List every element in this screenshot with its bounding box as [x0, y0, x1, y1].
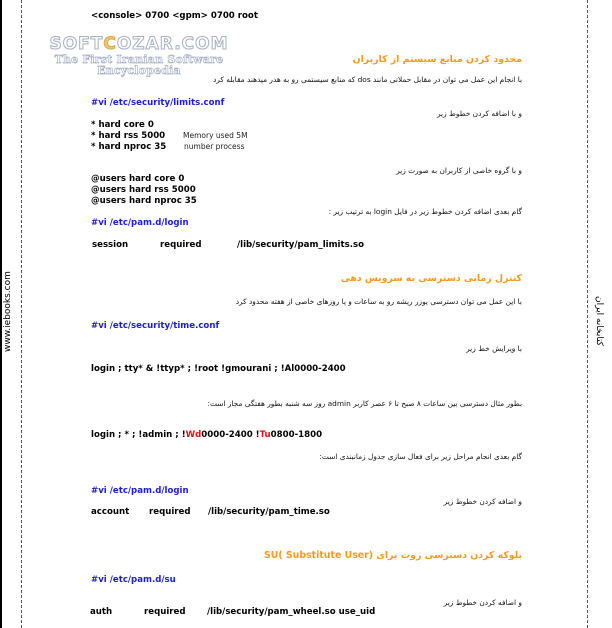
group-limit-2: @users hard rss 5000 [91, 185, 196, 195]
account-col3: /lib/security/pam_time.so [208, 507, 330, 517]
limit-note-2: Memory used 5M [183, 131, 248, 140]
weekday-flag: Wd [185, 430, 202, 440]
add-lines-label-3: و اضافه کردن خطوط زیر [443, 598, 522, 607]
add-lines-label-2: و اضافه کردن خطوط زیر [443, 497, 522, 506]
page-edge [0, 0, 2, 628]
section3-heading-latin: SU( Substitute User [264, 550, 369, 561]
limit-note-3: number process [184, 142, 245, 151]
group-limit-3: @users hard nproc 35 [91, 196, 197, 206]
auth-col1: auth [90, 607, 113, 617]
session-col3: /lib/security/pam_limits.so [237, 240, 365, 250]
add-lines-label: و با اضافه کردن خطوط زیر [436, 109, 522, 118]
section1-heading: محدود کردن منابع سیستم از کاربران [352, 54, 522, 65]
auth-col2: required [144, 607, 186, 617]
account-col1: account [91, 507, 130, 517]
section2-heading: کنترل زمانی دسترسی به سرویس دهی [340, 273, 522, 284]
cmd-pam-login-2: #vi /etc/pam.d/login [91, 486, 189, 496]
section3-heading: بلوکه کردن دسترسی روت برای ( [368, 550, 522, 561]
watermark [14, 36, 264, 76]
sidebar-right-label: کتابخانه ایران [594, 296, 604, 347]
cmd-pam-su: #vi /etc/pam.d/su [91, 575, 176, 585]
account-col2: required [149, 507, 191, 517]
tuesday-flag: Tu [259, 430, 271, 440]
group-label: و با گروه خاصی از کاربران به صورت زیر [396, 166, 522, 175]
console-line: <console> 0700 <gpm> 0700 root [91, 11, 258, 21]
time-line-1: login ; tty* & !ttyp* ; !root !gmourani ; !Al0000-2400 [91, 364, 346, 374]
watermark-logo: SOFTCOZAR.COM [49, 34, 229, 54]
limit-line-1: * hard core 0 [91, 120, 154, 130]
next-step-login: گام بعدی اضافه کردن خطوط زیر در فایل login به ترتیب زیر : [328, 207, 522, 216]
example-label: بطور مثال دسترسی بین ساعات ۸ صبح تا ۶ عصر کاربر admin روز سه شنبه بطور هفتگی مجاز است: [207, 399, 522, 408]
section1-intro: با انجام این عمل می توان در مقابل حملاتی مانند dos که منابع سیستمی رو به هدر میدهند مقابله کرد [212, 75, 522, 84]
session-col1: session [92, 240, 129, 250]
cmd-pam-login: #vi /etc/pam.d/login [91, 218, 189, 228]
next-step-schedule: گام بعدی انجام مراحل زیر برای فعال سازی جدول زمانبندی است: [319, 452, 522, 461]
auth-col3: /lib/security/pam_wheel.so use_uid [207, 607, 376, 617]
section2-intro: با این عمل می توان دسترسی یوزر ریشه رو به ساعات و یا روزهای خاصی از هفته محدود کرد [235, 297, 522, 306]
time-line-2: login ; * ; !admin ; !Wd0000-2400 !Tu0800-1800 [91, 430, 323, 440]
limit-line-3: * hard nproc 35 [91, 142, 167, 152]
session-col2: required [160, 240, 202, 250]
cmd-time-conf: #vi /etc/security/time.conf [91, 321, 220, 331]
right-margin-line [587, 0, 588, 628]
group-limit-1: @users hard core 0 [91, 174, 185, 184]
watermark-tagline: The First Iranian Software Encyclopedia [54, 53, 224, 77]
limit-line-2: * hard rss 5000 [91, 131, 166, 141]
left-margin-line [21, 0, 22, 628]
cmd-limits-conf: #vi /etc/security/limits.conf [91, 98, 225, 108]
edit-label: با ویرایش خط زیر [466, 344, 522, 353]
